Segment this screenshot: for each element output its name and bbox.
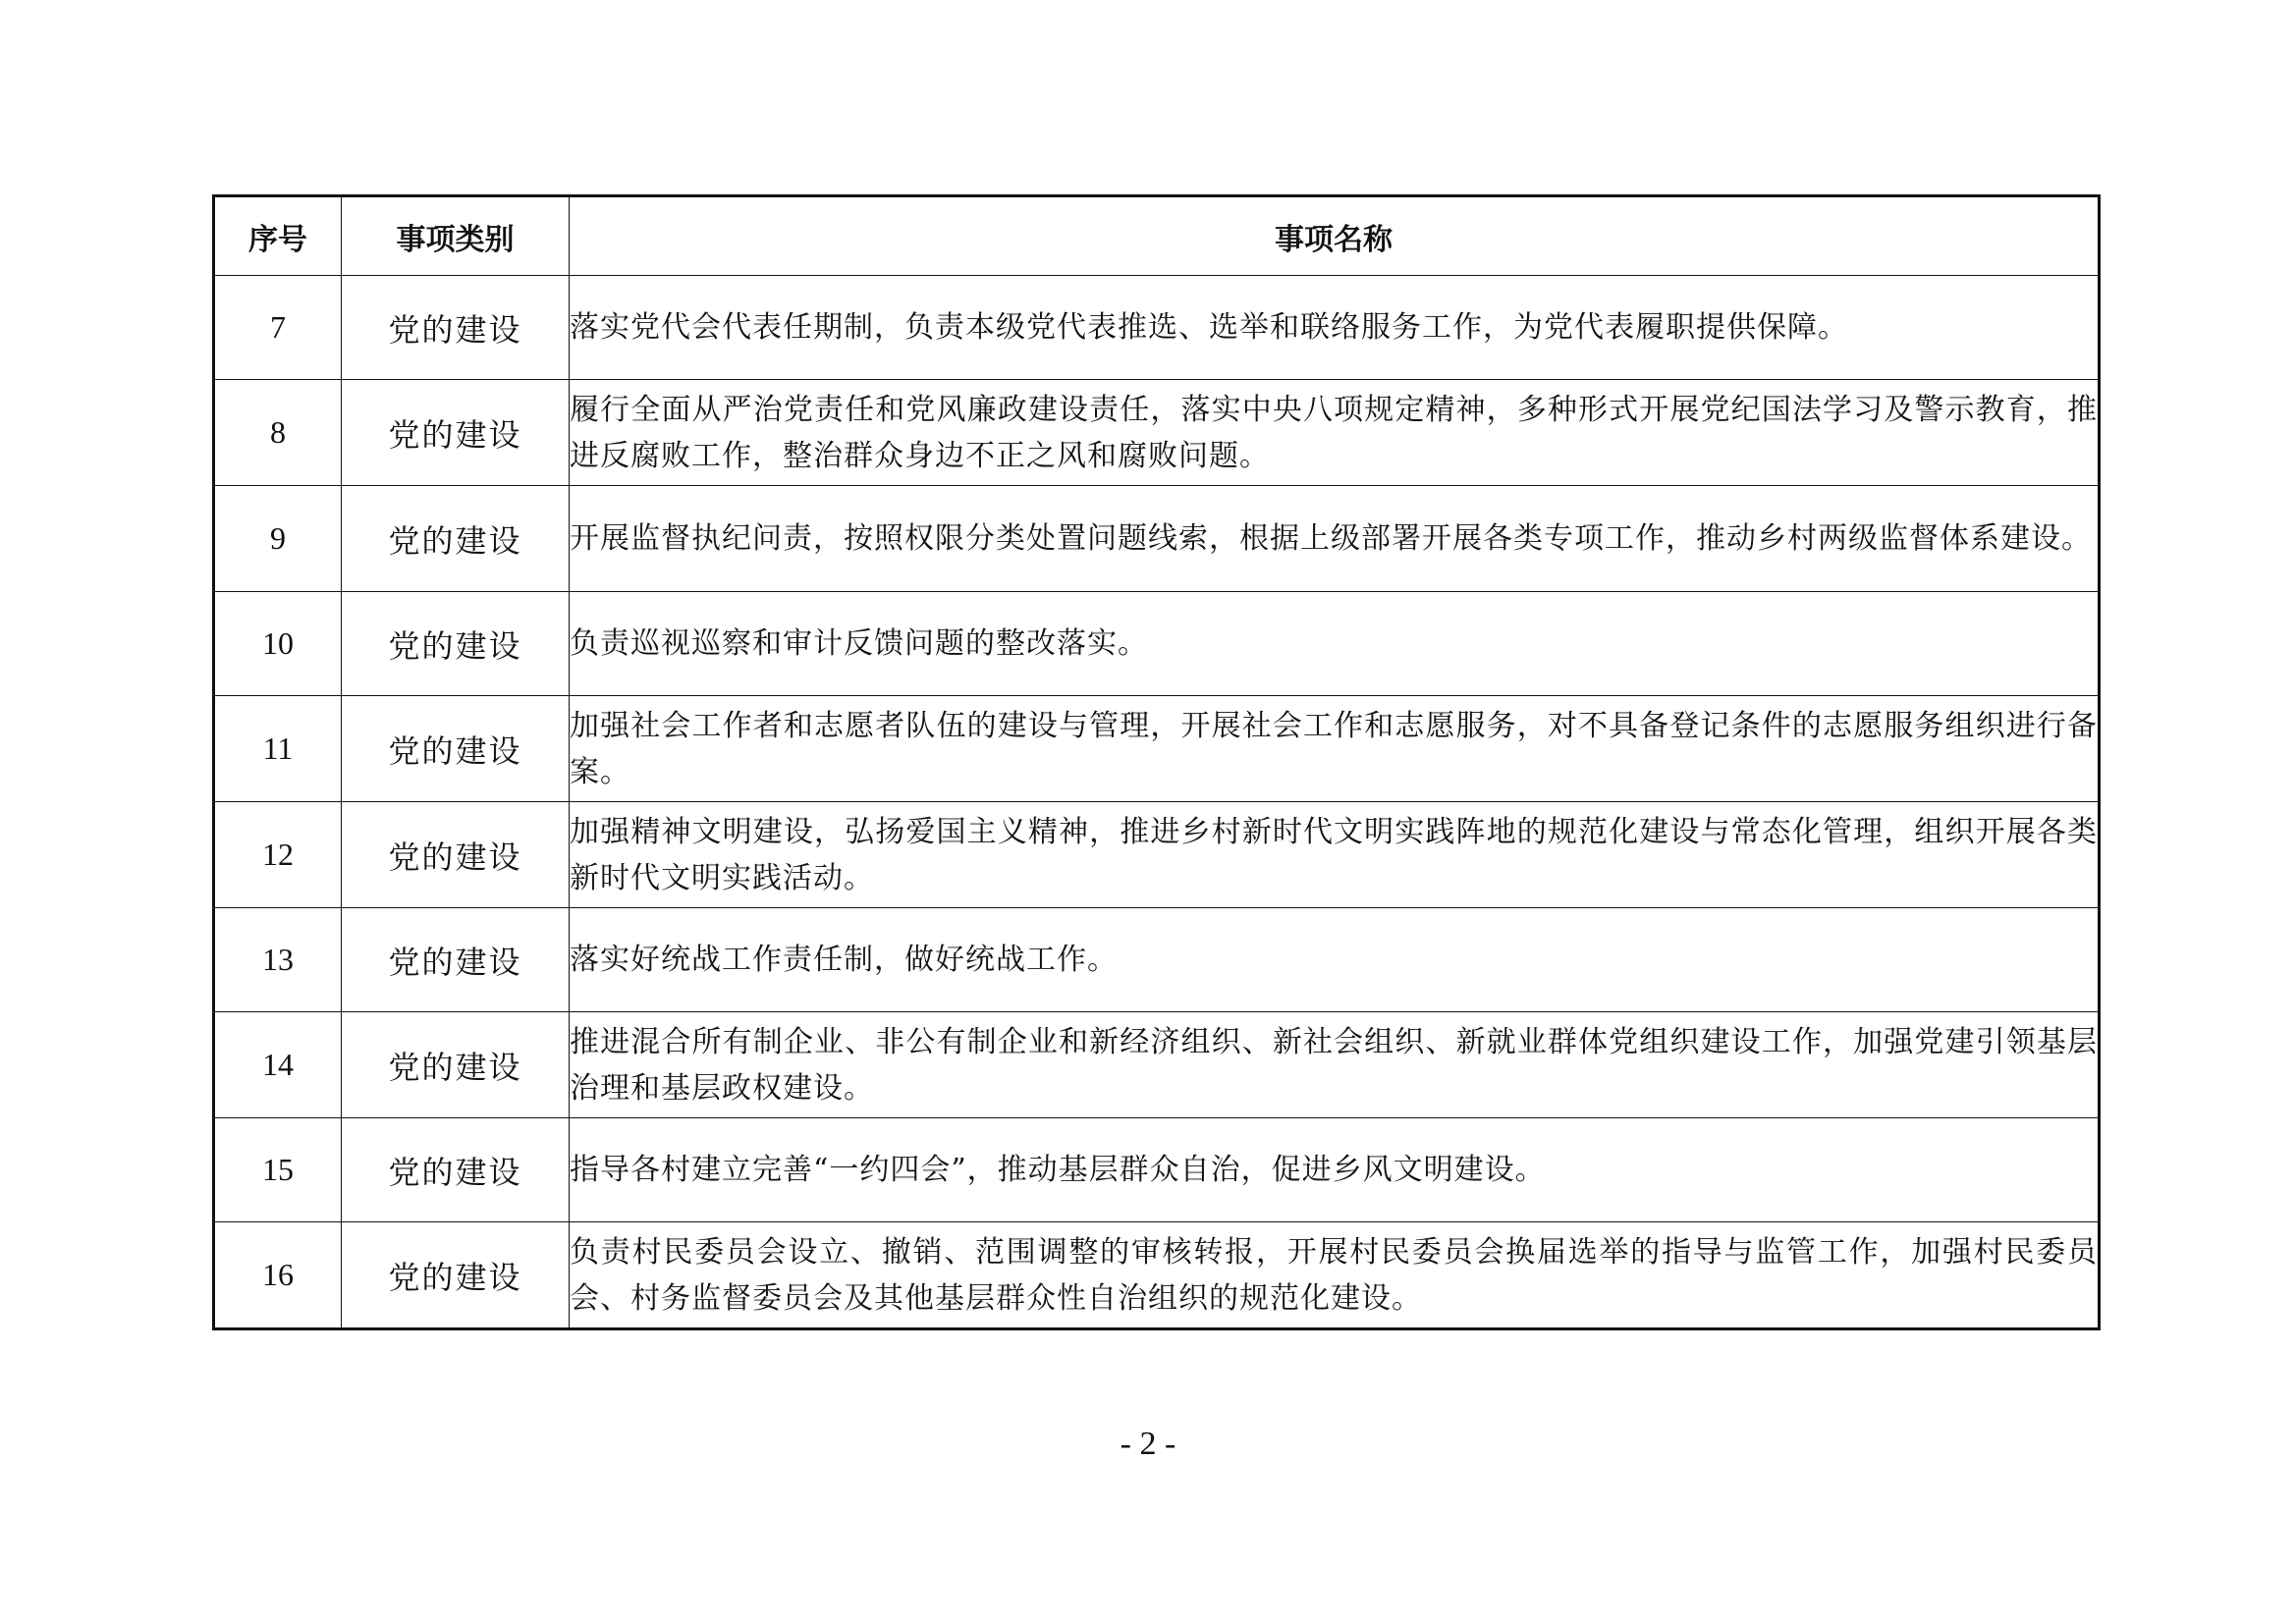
- row-number: 15: [214, 1118, 342, 1222]
- row-name: 负责村民委员会设立、撤销、范围调整的审核转报，开展村民委员会换届选举的指导与监管工作，加强村民委员会、村务监督委员会及其他基层群众性自治组织的规范化建设。: [570, 1222, 2100, 1329]
- row-category: 党的建设: [342, 486, 570, 592]
- table-row: [214, 592, 2100, 696]
- row-category: 党的建设: [342, 696, 570, 802]
- table-row: [214, 1012, 2100, 1118]
- row-number: 9: [214, 486, 342, 592]
- row-name: 指导各村建立完善“一约四会”，推动基层群众自治，促进乡风文明建设。: [570, 1118, 2100, 1222]
- row-number: 11: [214, 696, 342, 802]
- row-category: 党的建设: [342, 908, 570, 1012]
- row-category: 党的建设: [342, 380, 570, 486]
- row-category: 党的建设: [342, 802, 570, 908]
- row-name: 负责巡视巡察和审计反馈问题的整改落实。: [570, 592, 2100, 696]
- items-table: [212, 194, 2101, 1330]
- table-row: [214, 1222, 2100, 1329]
- row-number: 7: [214, 276, 342, 380]
- table-row: [214, 276, 2100, 380]
- row-category: 党的建设: [342, 592, 570, 696]
- table-row: [214, 802, 2100, 908]
- row-name: 履行全面从严治党责任和党风廉政建设责任，落实中央八项规定精神，多种形式开展党纪国法学习及警示教育，推进反腐败工作，整治群众身边不正之风和腐败问题。: [570, 380, 2100, 486]
- header-row: [214, 196, 2100, 276]
- row-category: 党的建设: [342, 1222, 570, 1329]
- header-number: 序号: [214, 196, 342, 276]
- row-number: 12: [214, 802, 342, 908]
- row-name: 加强社会工作者和志愿者队伍的建设与管理，开展社会工作和志愿服务，对不具备登记条件的志愿服务组织进行备案。: [570, 696, 2100, 802]
- table-row: [214, 380, 2100, 486]
- row-number: 13: [214, 908, 342, 1012]
- row-name: 推进混合所有制企业、非公有制企业和新经济组织、新社会组织、新就业群体党组织建设工作，加强党建引领基层治理和基层政权建设。: [570, 1012, 2100, 1118]
- row-category: 党的建设: [342, 1012, 570, 1118]
- row-name: 落实党代会代表任期制，负责本级党代表推选、选举和联络服务工作，为党代表履职提供保障。: [570, 276, 2100, 380]
- header-category: 事项类别: [342, 196, 570, 276]
- row-name: 开展监督执纪问责，按照权限分类处置问题线索，根据上级部署开展各类专项工作，推动乡村两级监督体系建设。: [570, 486, 2100, 592]
- table-row: [214, 486, 2100, 592]
- table-row: [214, 696, 2100, 802]
- table-row: [214, 908, 2100, 1012]
- row-number: 8: [214, 380, 342, 486]
- row-name: 加强精神文明建设，弘扬爱国主义精神，推进乡村新时代文明实践阵地的规范化建设与常态化管理，组织开展各类新时代文明实践活动。: [570, 802, 2100, 908]
- row-category: 党的建设: [342, 1118, 570, 1222]
- row-number: 14: [214, 1012, 342, 1118]
- row-category: 党的建设: [342, 276, 570, 380]
- table-row: [214, 1118, 2100, 1222]
- row-number: 10: [214, 592, 342, 696]
- row-name: 落实好统战工作责任制，做好统战工作。: [570, 908, 2100, 1012]
- page-number: - 2 -: [1120, 1426, 1176, 1462]
- row-number: 16: [214, 1222, 342, 1329]
- header-name: 事项名称: [570, 196, 2100, 276]
